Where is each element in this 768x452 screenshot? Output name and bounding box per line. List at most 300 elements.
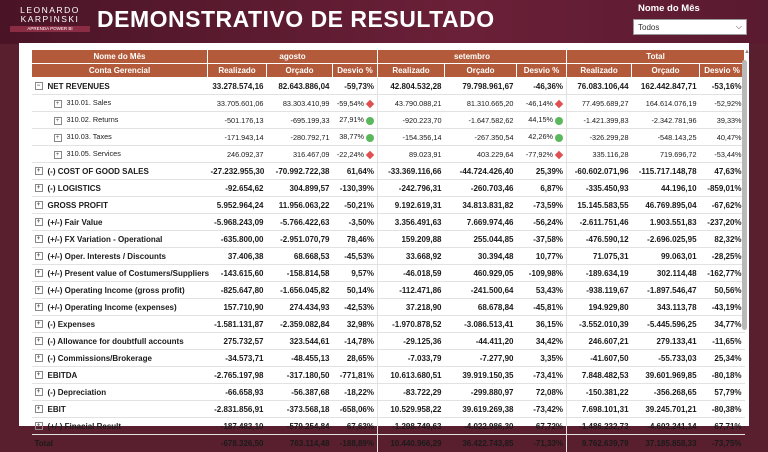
value-cell [517,180,567,197]
value-cell [632,418,700,435]
value-cell [267,350,333,367]
value-cell [700,112,745,129]
value-cell [632,129,700,146]
value-cell [700,129,745,146]
green-circle-icon [366,117,374,125]
cell-value: -280.792,71 [291,133,330,142]
cell-value: 34,77% [714,320,741,329]
value-cell [208,418,267,435]
cell-value: 164.614.076,19 [646,99,697,108]
group-header-total[interactable]: Total [567,50,745,64]
cell-value: 32,98% [347,320,374,329]
value-cell [267,146,333,163]
value-cell [333,180,378,197]
value-cell [208,299,267,316]
total-value-cell: 763.114,48 [267,435,333,452]
expand-box-icon[interactable]: + [35,354,43,362]
value-cell [700,78,745,95]
cell-value: -66.658,93 [225,388,263,397]
value-cell [700,282,745,299]
row-label: (-) Commissions/Brokerage [48,354,152,363]
cell-value: -1.656.045,82 [280,286,329,295]
cell-value: -241.500,64 [471,286,514,295]
value-cell [208,367,267,384]
cell-value: -260.703,46 [471,184,514,193]
col-header[interactable]: Realizado [208,64,267,78]
matrix-visual [19,43,749,426]
expand-box-icon[interactable]: + [35,405,43,413]
value-cell [700,248,745,265]
cell-value: -373.568,18 [287,405,330,414]
cell-value: -55.733,03 [658,354,696,363]
value-cell [700,418,745,435]
value-cell [567,146,632,163]
cell-value: -2.342.781,96 [651,116,696,125]
table-row [32,350,745,367]
value-cell [333,367,378,384]
row-label: (+/-) Present value of Costumers/Suppliers [48,269,210,278]
row-label-cell [32,367,208,384]
col-header[interactable]: Desvio % [700,64,745,78]
col-header[interactable]: Realizado [567,64,632,78]
cell-value: 34.813.831,82 [462,201,513,210]
value-cell [517,299,567,316]
total-value-cell: 37.185.858,33 [632,435,700,452]
cell-value: -44.411,20 [476,337,514,346]
value-cell [208,95,267,112]
cell-value: 38,77% [339,132,364,141]
cell-value: 43.790.088,21 [395,99,442,108]
cell-value: -5.445.596,25 [647,320,696,329]
cell-value: 72,08% [536,388,563,397]
value-cell [567,248,632,265]
value-cell [208,214,267,231]
expand-box-icon[interactable]: + [35,184,43,192]
value-cell [378,163,445,180]
cell-value: -48.455,13 [291,354,329,363]
cell-value: -1.581.131,87 [214,320,263,329]
cell-value: 42,26% [528,132,553,141]
cell-value: -4.602.241,14 [647,422,696,431]
row-label: EBIT [48,405,66,414]
cell-value: -42,53% [344,303,374,312]
value-cell [378,180,445,197]
cell-value: 28,65% [347,354,374,363]
logo [10,6,90,32]
vertical-scrollbar[interactable] [742,60,747,330]
cell-value: -150.381,22 [586,388,629,397]
cell-value: 6,87% [540,184,563,193]
cell-value: -83.722,29 [403,388,441,397]
cell-value: 83.303.410,99 [283,99,330,108]
cell-value: 159.209,88 [401,235,441,244]
green-circle-icon [555,117,563,125]
cell-value: 3.356.491,63 [395,218,442,227]
cell-value: -299.880,97 [471,388,514,397]
cell-value: 33.668,92 [406,252,442,261]
cell-value: 67,72% [536,422,563,431]
expand-box-icon[interactable]: + [35,286,43,294]
cell-value: 61,64% [347,167,374,176]
value-cell [632,265,700,282]
group-header-setembro[interactable]: setembro [378,50,567,64]
cell-value: 25,39% [536,167,563,176]
cell-value: -1.970.878,52 [392,320,441,329]
cell-value: 67,63% [347,422,374,431]
value-cell [517,214,567,231]
value-cell [333,129,378,146]
value-cell [378,384,445,401]
value-cell [567,316,632,333]
value-cell [333,333,378,350]
cell-value: 335.116,28 [593,150,629,159]
row-label: (+/-) Oper. Interests / Discounts [48,252,166,261]
row-label-cell [32,299,208,316]
cell-value: 162.442.847,71 [641,82,697,91]
col-header[interactable]: Realizado [378,64,445,78]
row-label-cell [32,95,208,112]
expand-box-icon[interactable]: + [35,320,43,328]
cell-value: 82.643.886,04 [278,82,329,91]
cell-value: -46,36% [533,82,563,91]
table-row [32,231,745,248]
value-cell [517,265,567,282]
row-label: 310.05. Services [67,149,121,158]
row-label-cell [32,333,208,350]
cell-value: -162,77% [707,269,741,278]
cell-value: -1.486.232,73 [579,422,628,431]
row-label-cell [32,418,208,435]
cell-value: 304.899,57 [289,184,329,193]
month-name-header[interactable]: Nome do Mês [32,50,208,64]
expand-box-icon[interactable]: + [35,167,43,175]
total-value-cell: -71,33% [517,435,567,452]
expand-box-icon[interactable]: + [35,252,43,260]
value-cell [632,146,700,163]
value-cell [517,248,567,265]
value-cell [700,231,745,248]
value-cell [632,78,700,95]
row-label: 310.01. Sales [67,98,112,107]
cell-value: 403.229,64 [477,150,514,159]
expand-box-icon[interactable]: + [35,303,43,311]
cell-value: 82,32% [714,235,741,244]
table-row [32,299,745,316]
cell-value: 39,33% [717,116,742,125]
col-header[interactable]: Orçado [267,64,333,78]
value-cell [700,316,745,333]
value-cell [378,214,445,231]
value-cell [378,248,445,265]
green-circle-icon [555,134,563,142]
value-cell [267,112,333,129]
cell-value: 68.668,53 [294,252,330,261]
cell-value: 323.544,61 [289,337,329,346]
value-cell [567,265,632,282]
cell-value: -7.277,90 [480,354,514,363]
cell-value: -4.022.986,30 [464,422,513,431]
row-label: (+/-) Operating Income (gross profit) [48,286,185,295]
value-cell [445,112,517,129]
total-value-cell: -73,75% [700,435,745,452]
cell-value: 11.956.063,22 [279,201,330,210]
value-cell [445,333,517,350]
cell-value: -2.951.070,79 [280,235,329,244]
value-cell [333,299,378,316]
cell-value: -501.176,13 [225,116,264,125]
cell-value: 274.434,93 [289,303,329,312]
col-header[interactable]: Orçado [445,64,517,78]
row-label-cell [32,265,208,282]
group-header-agosto[interactable]: agosto [208,50,378,64]
cell-value: -11,65% [712,337,741,346]
value-cell [445,350,517,367]
account-header[interactable]: Conta Gerencial [32,64,208,78]
col-header[interactable]: Desvio % [517,64,567,78]
value-cell [267,163,333,180]
cell-value: -548.143,25 [658,133,697,142]
cell-value: 39.601.969,85 [645,371,696,380]
cell-value: 157.710,90 [223,303,263,312]
cell-value: -2.831.856,91 [214,405,263,414]
table-row [32,401,745,418]
cell-value: 39.245.701,21 [645,405,696,414]
value-cell [267,231,333,248]
header-row-months [32,50,745,64]
table-row [32,384,745,401]
report-header [0,0,768,44]
cell-value: 50,56% [714,286,741,295]
value-cell [517,384,567,401]
value-cell [445,214,517,231]
value-cell [378,231,445,248]
value-cell [517,78,567,95]
cell-value: -130,39% [340,184,374,193]
value-cell [700,333,745,350]
cell-value: -5.968.243,09 [214,218,263,227]
cell-value: 10.613.680,51 [390,371,441,380]
logo-line1: LEONARDO [10,6,90,15]
cell-value: -2.765.197,98 [214,371,263,380]
value-cell [517,129,567,146]
expand-box-icon[interactable]: + [54,134,62,142]
cell-value: -171.943,14 [225,133,264,142]
cell-value: -2.696.025,95 [647,235,696,244]
value-cell [517,367,567,384]
cell-value: 316.467,09 [293,150,330,159]
value-cell [700,146,745,163]
cell-value: 47,63% [714,167,741,176]
total-row [32,435,745,452]
value-cell [333,418,378,435]
cell-value: 81.310.665,20 [467,99,514,108]
value-cell [632,248,700,265]
cell-value: -77,92% [526,150,553,159]
cell-value: 37.218,90 [406,303,442,312]
value-cell [267,248,333,265]
value-cell [567,112,632,129]
value-cell [517,282,567,299]
value-cell [700,197,745,214]
table-row [32,129,745,146]
value-cell [267,282,333,299]
value-cell [567,214,632,231]
value-cell [517,350,567,367]
cell-value: 40,47% [717,133,742,142]
row-label: (-) Allowance for doubtfull accounts [48,337,184,346]
value-cell [632,231,700,248]
cell-value: 246.092,37 [227,150,264,159]
cell-value: -73,42% [533,405,563,414]
cell-value: -73,59% [533,201,563,210]
month-filter-label: Nome do Mês [638,3,700,14]
row-label: (-) Depreciation [48,388,107,397]
cell-value: -476.590,12 [586,235,629,244]
expand-box-icon[interactable]: + [54,151,62,159]
value-cell [208,78,267,95]
expand-box-icon[interactable]: + [35,218,43,226]
value-cell [267,418,333,435]
value-cell [267,180,333,197]
value-cell [378,95,445,112]
red-diamond-icon [555,99,563,107]
table-row [32,367,745,384]
cell-value: 279.133,41 [656,337,696,346]
cell-value: -635.800,00 [221,235,264,244]
table-row [32,78,745,95]
cell-value: 30.394,48 [478,252,514,261]
table-row [32,197,745,214]
value-cell [445,367,517,384]
value-cell [632,384,700,401]
value-cell [208,129,267,146]
cell-value: -60.602.071,96 [575,167,629,176]
row-label: (-) Expenses [48,320,96,329]
cell-value: -53,16% [712,82,742,91]
cell-value: -317.180,50 [287,371,330,380]
row-label-cell [32,163,208,180]
expand-box-icon[interactable]: + [35,422,43,430]
value-cell [267,78,333,95]
row-label-cell [32,78,208,95]
cell-value: -109,98% [529,269,563,278]
cell-value: -27.232.955,30 [211,167,265,176]
value-cell [445,384,517,401]
value-cell [333,265,378,282]
expand-box-icon[interactable]: + [35,201,43,209]
total-value-cell: 9.762.639,79 [567,435,632,452]
table-row [32,214,745,231]
value-cell [267,367,333,384]
collapse-box-icon[interactable]: − [35,82,43,90]
value-cell [445,231,517,248]
value-cell [567,333,632,350]
row-label-cell [32,129,208,146]
expand-box-icon[interactable]: + [35,388,43,396]
value-cell [378,78,445,95]
value-cell [567,163,632,180]
value-cell [333,95,378,112]
cell-value: 50,14% [347,286,374,295]
total-value-cell: 36.422.743,85 [445,435,517,452]
value-cell [378,350,445,367]
cell-value: -326.299,28 [590,133,629,142]
cell-value: 33.705.601,06 [217,99,264,108]
value-cell [517,333,567,350]
col-header[interactable]: Desvio % [333,64,378,78]
row-label-cell [32,112,208,129]
col-header[interactable]: Orçado [632,64,700,78]
cell-value: -5.766.422,63 [280,218,329,227]
value-cell [517,112,567,129]
value-cell [632,95,700,112]
value-cell [267,129,333,146]
cell-value: 78,46% [347,235,374,244]
cell-value: 194.929,80 [588,303,628,312]
value-cell [333,214,378,231]
row-label: (-) LOGISTICS [48,184,101,193]
cell-value: -1.421.399,83 [583,116,628,125]
cell-value: -3.552.010,39 [579,320,628,329]
cell-value: -3,50% [349,218,374,227]
cell-value: 255.044,85 [473,235,513,244]
value-cell [632,282,700,299]
cell-value: 3,35% [540,354,563,363]
chevron-down-icon: ⌵ [736,22,742,32]
expand-box-icon[interactable]: + [54,100,62,108]
expand-box-icon[interactable]: + [35,371,43,379]
value-cell [445,163,517,180]
value-cell [333,112,378,129]
value-cell [700,214,745,231]
expand-box-icon[interactable]: + [35,269,43,277]
value-cell [632,112,700,129]
value-cell [208,350,267,367]
cell-value: 10,77% [536,252,563,261]
value-cell [267,384,333,401]
cell-value: -45,81% [533,303,563,312]
table-row [32,282,745,299]
value-cell [333,282,378,299]
value-cell [208,265,267,282]
value-cell [208,401,267,418]
row-label: (+/-) Finacial Result [48,422,122,431]
cell-value: 36,15% [536,320,563,329]
total-value-cell: 10.440.966,29 [378,435,445,452]
cell-value: 71.075,31 [593,252,629,261]
cell-value: 7.848.482,53 [582,371,629,380]
scroll-up-arrow-icon[interactable]: ▲ [744,49,750,55]
value-cell [333,401,378,418]
row-label: (+/-) Operating Income (expenses) [48,303,177,312]
cell-value: -2.359.082,84 [280,320,329,329]
row-label-cell [32,384,208,401]
cell-value: -356.268,65 [654,388,697,397]
table-row [32,95,745,112]
cell-value: -56.387,68 [291,388,329,397]
cell-value: -335.450,93 [586,184,629,193]
row-label-cell [32,180,208,197]
expand-box-icon[interactable]: + [35,337,43,345]
month-filter-dropdown[interactable] [633,19,747,35]
cell-value: 246.607,21 [588,337,628,346]
expand-box-icon[interactable]: + [54,117,62,125]
value-cell [378,367,445,384]
row-label: (-) COST OF GOOD SALES [48,167,149,176]
expand-box-icon[interactable]: + [35,235,43,243]
cell-value: 275.732,57 [223,337,263,346]
table-row [32,316,745,333]
